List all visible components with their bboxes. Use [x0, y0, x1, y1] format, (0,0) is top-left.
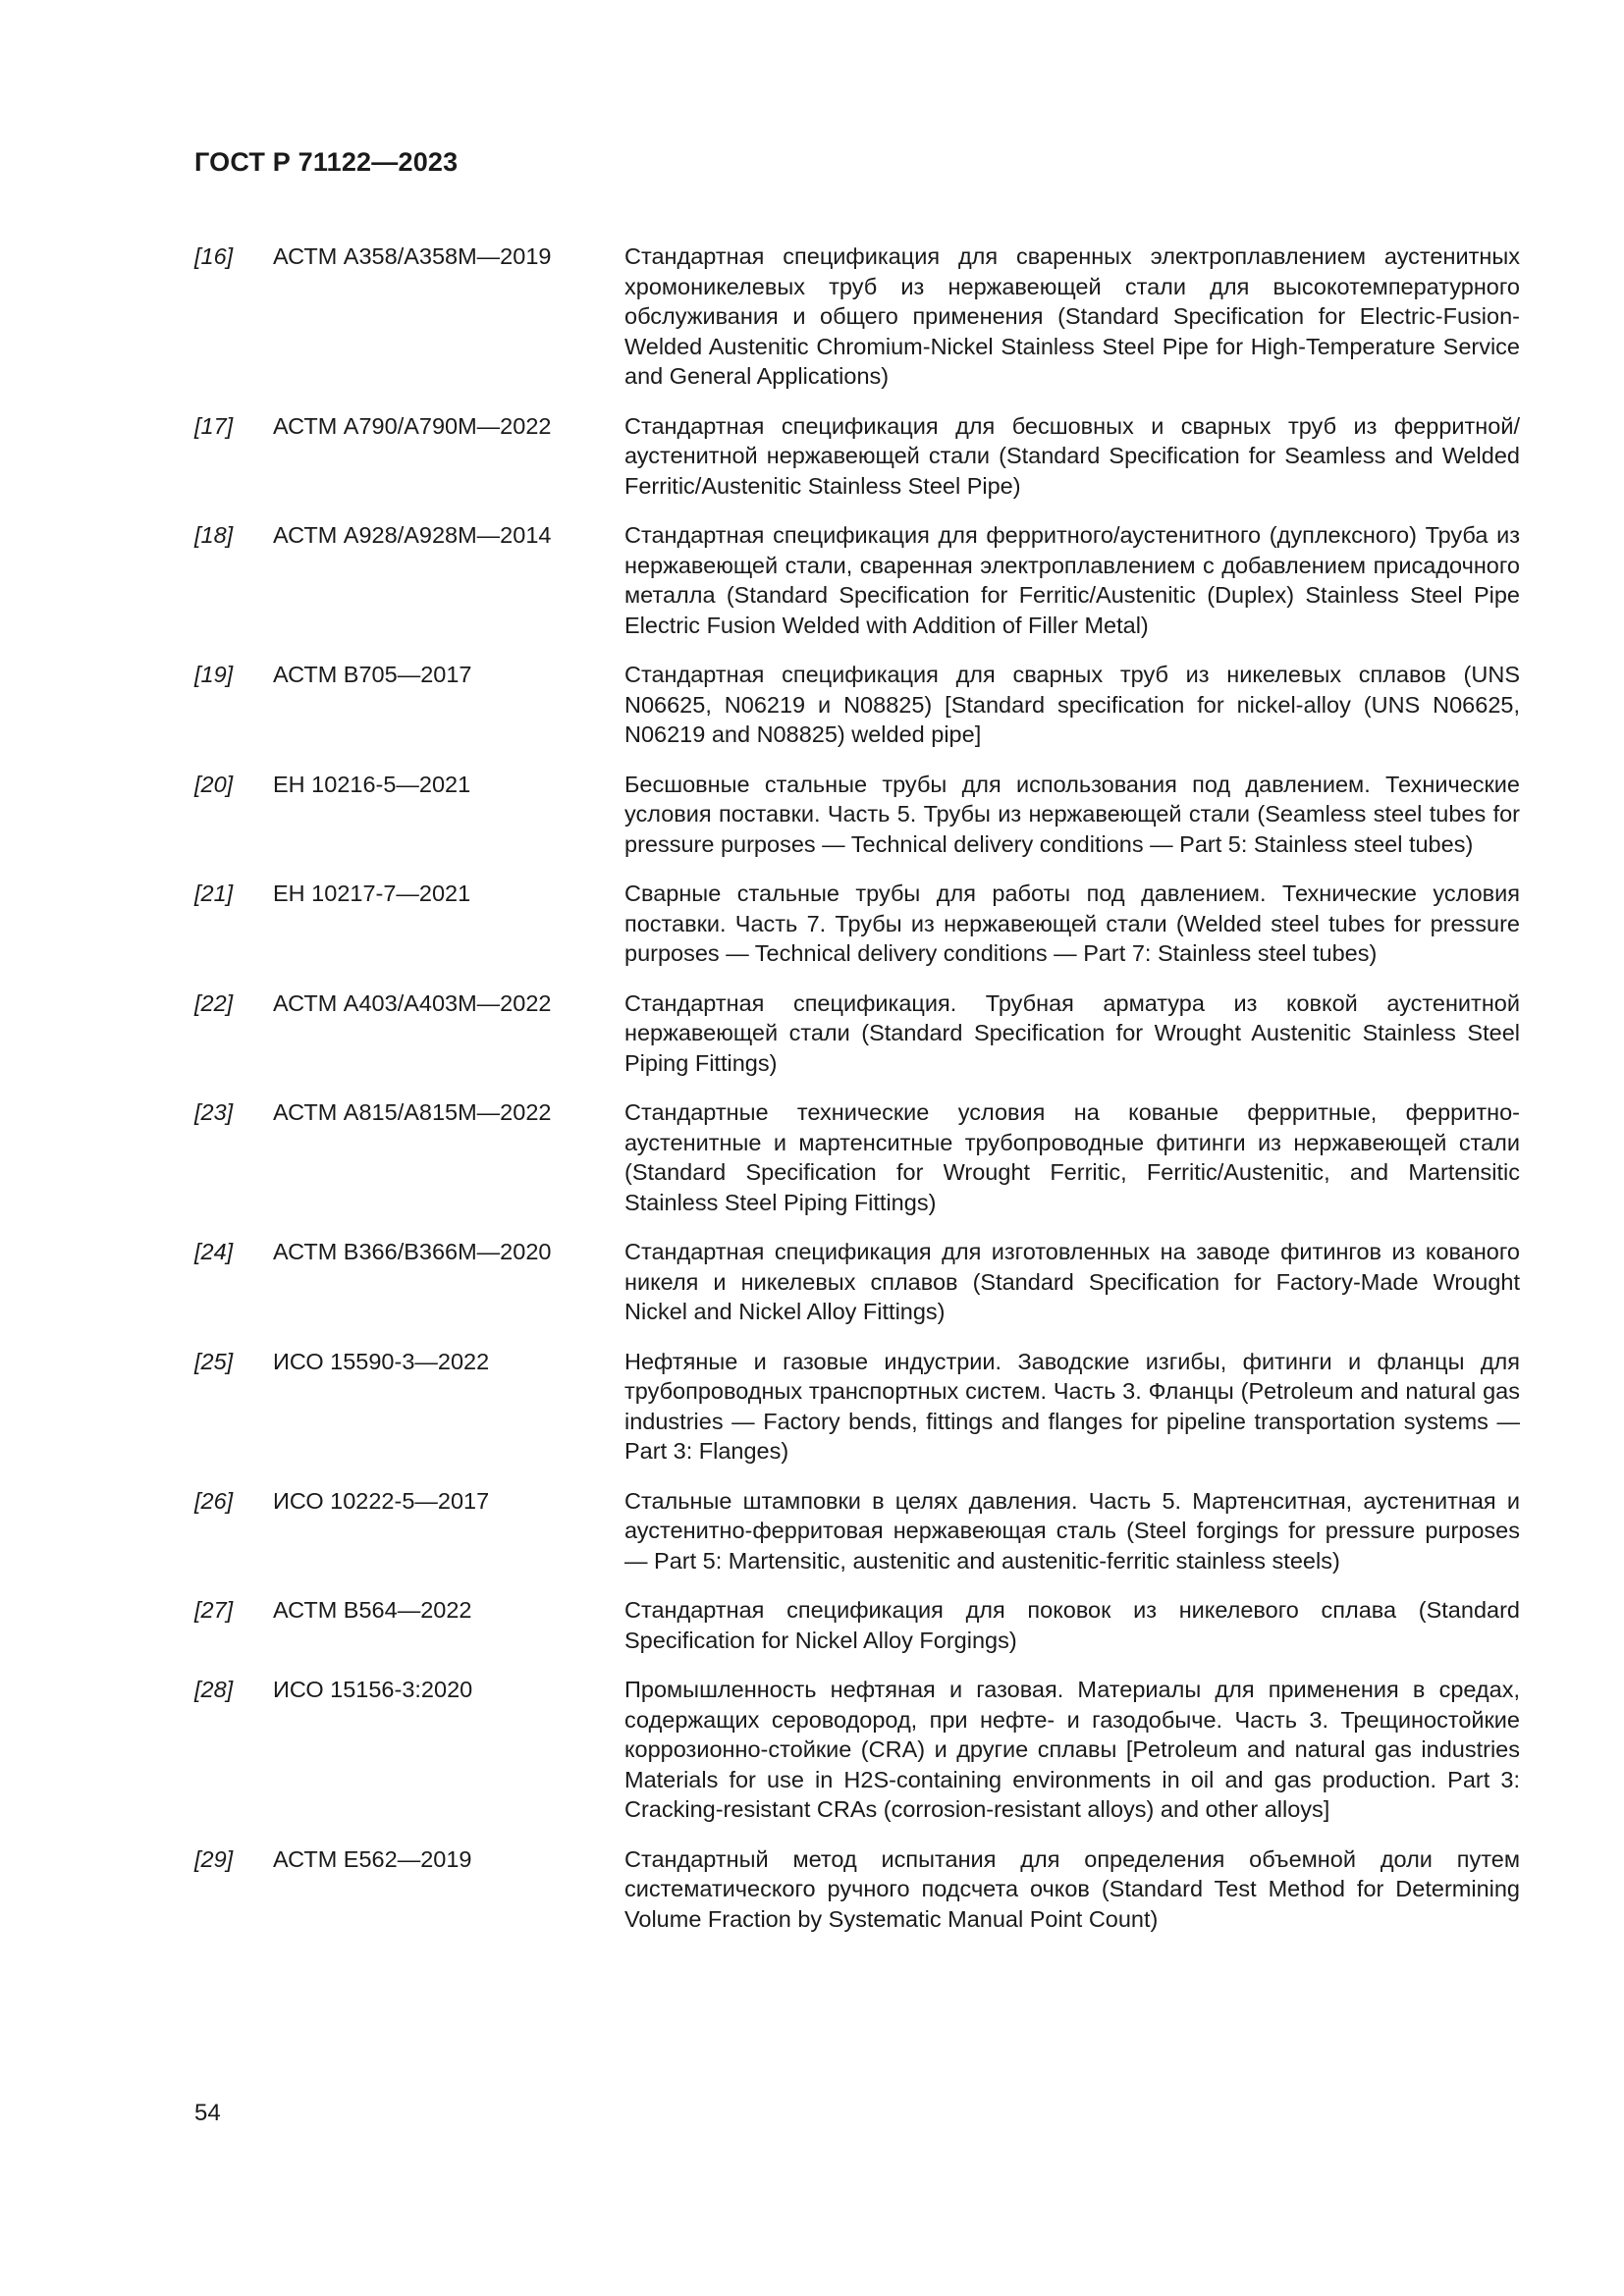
reference-number: [21] [194, 881, 234, 906]
reference-item [194, 660, 1520, 750]
reference-item [194, 1675, 1520, 1825]
reference-number: [24] [194, 1239, 234, 1264]
reference-description: Стандартная спецификация для изготовленных на заводе фитингов из кованого никеля и никелевых сплавов (Standard Specification for Factory-Made Wrought Nickel and Nickel Alloy Fittings) [624, 1239, 1520, 1324]
reference-number: [28] [194, 1677, 234, 1702]
reference-code: АСТМ E562—2019 [273, 1845, 472, 1872]
reference-code: ИСО 10222-5—2017 [273, 1487, 490, 1514]
reference-description: Стальные штамповки в целях давления. Часть 5. Мартенситная, аустенитная и аустенитно-ферритовая нержавеющая сталь (Steel forgings for pressure purposes — Part 5: Martensitic, austenitic and austenitic-ferritic stainless steels) [624, 1487, 1520, 1574]
reference-item [194, 879, 1520, 969]
reference-code: АСТМ B366/B366M—2020 [273, 1239, 552, 1264]
reference-code: АСТМ B705—2017 [273, 662, 472, 687]
reference-number: [25] [194, 1348, 234, 1374]
reference-code: АСТМ A790/A790M—2022 [273, 412, 552, 439]
reference-description: Сварные стальные трубы для работы под давлением. Технические условия поставки. Часть 7. Трубы из нержавеющей стали (Welded steel tubes for pressure purposes — Technical delivery conditions — Part 7: Stainless steel tubes) [624, 881, 1520, 966]
reference-number: [29] [194, 1845, 234, 1872]
reference-number: [17] [194, 412, 234, 439]
reference-number: [26] [194, 1487, 234, 1514]
reference-number: [19] [194, 662, 234, 687]
reference-code: ИСО 15156-3:2020 [273, 1677, 473, 1702]
reference-number: [16] [194, 243, 234, 269]
reference-code: ЕН 10217-7—2021 [273, 881, 471, 906]
reference-description: Стандартная спецификация для ферритного/аустенитного (дуплексного) Труба из нержавеющей стали, сваренная электроплавлением с добавлением присадочного металла (Standard Specification for Ferritic/Austenitic (Duplex) Stainless Steel Pipe Electric Fusion Welded with Addition of Filler Metal) [624, 522, 1520, 638]
reference-number: [27] [194, 1597, 234, 1623]
reference-code: АСТМ A403/A403M—2022 [273, 989, 552, 1016]
reference-code: ИСО 15590-3—2022 [273, 1348, 490, 1374]
reference-description: Стандартная спецификация. Трубная арматура из ковкой аустенитной нержавеющей стали (Standard Specification for Wrought Austenitic Stainless Steel Piping Fittings) [624, 989, 1520, 1076]
reference-number: [23] [194, 1099, 234, 1125]
reference-item [194, 1595, 1520, 1655]
document-title: ГОСТ Р 71122—2023 [194, 147, 459, 177]
reference-number: [20] [194, 771, 234, 797]
reference-item [194, 520, 1520, 640]
reference-code: ЕН 10216-5—2021 [273, 771, 471, 797]
reference-description: Стандартная спецификация для бесшовных и сварных труб из ферритной/аустенитной нержавеющей стали (Standard Specification for Seamless and Welded Ferritic/Austenitic Stainless Steel Pipe) [624, 412, 1520, 499]
page-number: 54 [194, 2100, 221, 2126]
reference-number: [18] [194, 522, 234, 548]
reference-description: Стандартный метод испытания для определения объемной доли путем систематического ручного подсчета очков (Standard Test Method for Determining Volume Fraction by Systematic Manual Point Count) [624, 1845, 1520, 1932]
reference-item [194, 241, 1520, 392]
reference-description: Бесшовные стальные трубы для использования под давлением. Технические условия поставки. Часть 5. Трубы из нержавеющей стали (Seamless steel tubes for pressure purposes — Technical delivery conditions — Part 5: Stainless steel tubes) [624, 771, 1520, 857]
reference-item [194, 770, 1520, 860]
reference-code: АСТМ B564—2022 [273, 1597, 472, 1623]
reference-description: Стандартные технические условия на кованые ферритные, ферритно-аустенитные и мартенситные трубопроводные фитинги из нержавеющей стали (Standard Specification for Wrought Ferritic, Ferritic/Austenitic, and Martensitic Stainless Steel Piping Fittings) [624, 1099, 1520, 1215]
reference-item [194, 1347, 1520, 1467]
reference-code: АСТМ A928/A928M—2014 [273, 522, 552, 548]
reference-code: АСТМ A358/A358M—2019 [273, 243, 552, 269]
reference-number: [22] [194, 989, 234, 1016]
reference-description: Стандартная спецификация для поковок из никелевого сплава (Standard Specification for Nickel Alloy Forgings) [624, 1597, 1520, 1653]
reference-description: Нефтяные и газовые индустрии. Заводские изгибы, фитинги и фланцы для трубопроводных транспортных систем. Часть 3. Фланцы (Petroleum and natural gas industries — Factory bends, fittings and flanges for pipeline transportation systems — Part 3: Flanges) [624, 1348, 1520, 1464]
reference-code: АСТМ A815/A815M—2022 [273, 1099, 552, 1125]
reference-item [194, 1486, 1520, 1576]
reference-item [194, 1844, 1520, 1935]
reference-item [194, 411, 1520, 502]
bibliography-list [194, 241, 1520, 1953]
reference-description: Промышленность нефтяная и газовая. Материалы для применения в средах, содержащих сероводород, при нефте- и газодобыче. Часть 3. Трещиностойкие коррозионно-стойкие (CRA) и другие сплавы [Petroleum and natural gas industries Materials for use in H2S-containing environments in oil and gas production. Part 3: Cracking-resistant CRAs (corrosion-resistant alloys) and other alloys] [624, 1677, 1520, 1822]
reference-item [194, 988, 1520, 1079]
reference-item [194, 1237, 1520, 1327]
reference-description: Стандартная спецификация для сваренных электроплавлением аустенитных хромоникелевых труб из нержавеющей стали для высокотемпературного обслуживания и общего применения (Standard Specification for Electric-Fusion-Welded Austenitic Chromium-Nickel Stainless Steel Pipe for High-Temperature Service and General Applications) [624, 243, 1520, 389]
reference-item [194, 1097, 1520, 1217]
reference-description: Стандартная спецификация для сварных труб из никелевых сплавов (UNS N06625, N06219 и N08825) [Standard specification for nickel-alloy (UNS N06625, N06219 and N08825) welded pipe] [624, 662, 1520, 747]
